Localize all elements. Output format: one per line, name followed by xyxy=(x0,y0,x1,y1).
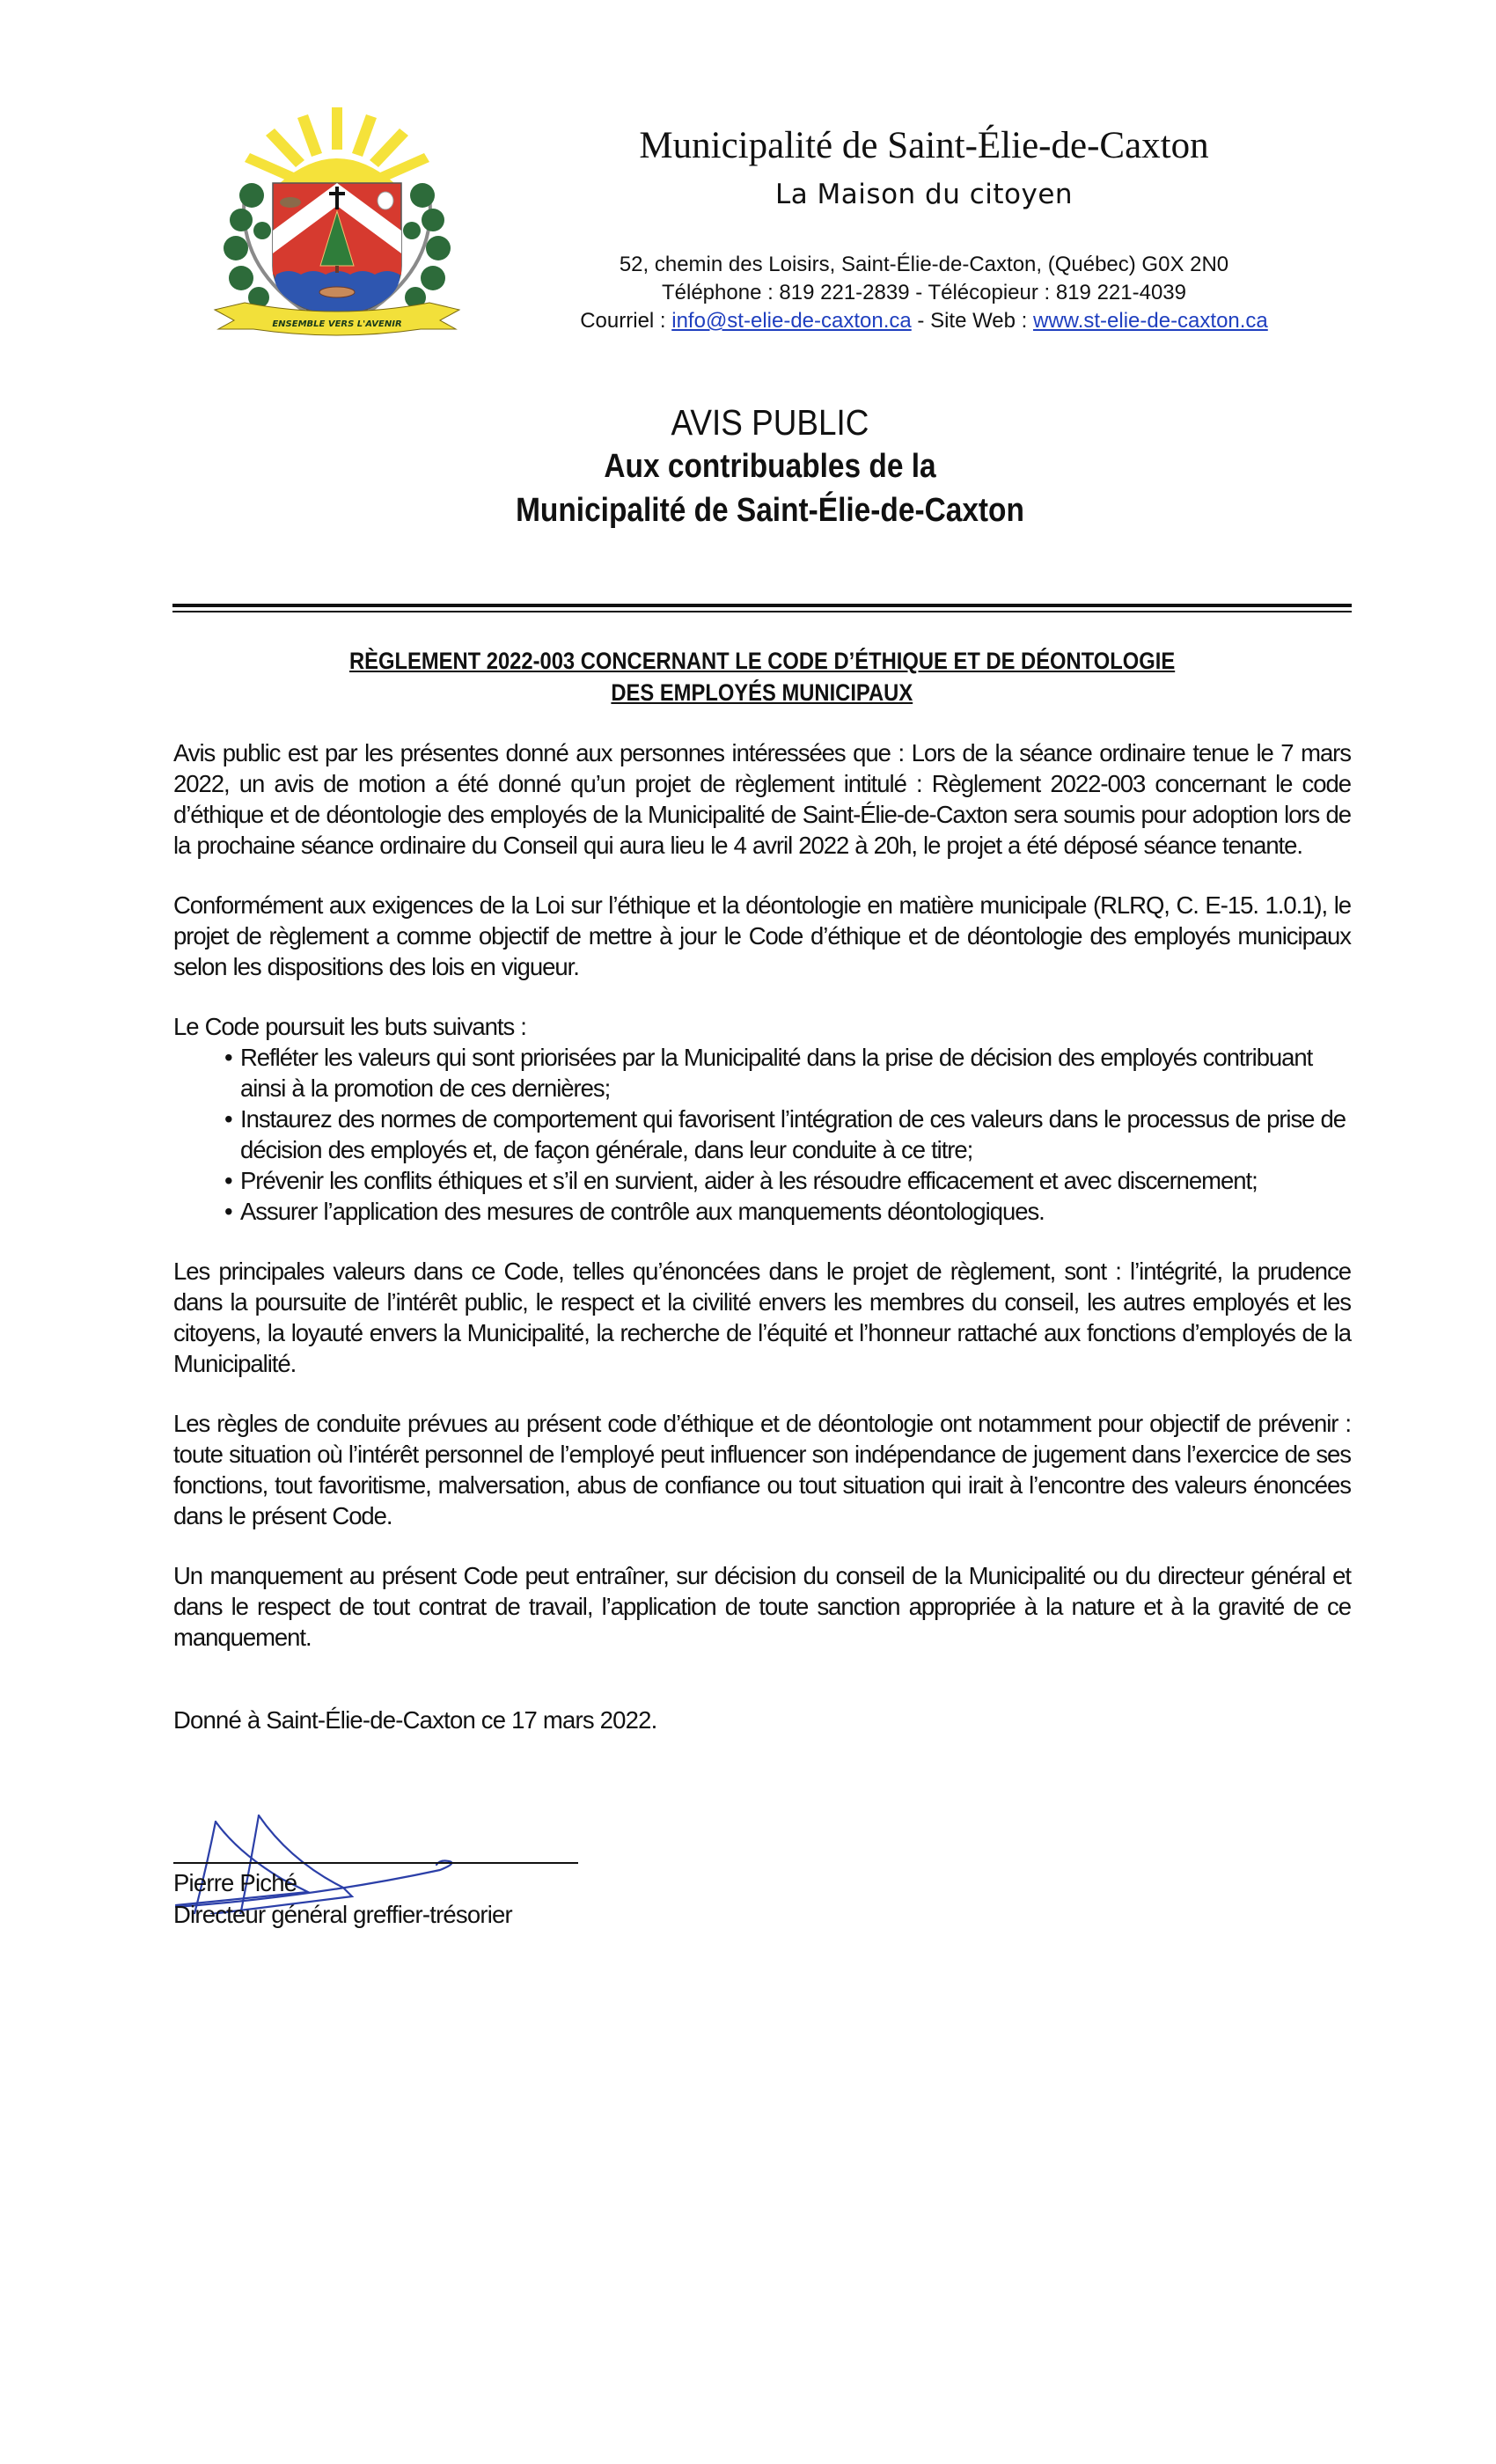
notice-subheading-line1: Aux contribuables de la xyxy=(604,448,936,485)
bullet-icon: • xyxy=(224,1198,232,1225)
goals-list xyxy=(173,1042,1351,1227)
phone-fax: Téléphone : 819 221-2839 - Télécopieur : 819 221-4039 xyxy=(661,281,1186,304)
letterhead xyxy=(528,123,1320,213)
paragraph-motion: Avis public est par les présentes donné aux personnes intéressées que : Lors de la séance ordinaire tenue le 7 mars 2022, un avis de motion a été donné qu’un projet de règlement intitulé : Règlement 2022-003 concernant le code d’éthique et de déontologie des employés de la Municipalité de Saint-Élie-de-Caxton sera soumis pour adoption lors de la prochaine séance ordinaire du Conseil qui aura lieu le 4 avril 2022 à 20h, le projet a été déposé séance tenante. xyxy=(173,739,1351,859)
goals-intro: Le Code poursuit les buts suivants : xyxy=(173,1013,526,1040)
notice-title-block xyxy=(308,400,1232,532)
regulation-title-line1: RÈGLEMENT 2022-003 CONCERNANT LE CODE D’ÉTHIQUE ET DE DÉONTOLOGIE xyxy=(348,648,1176,674)
notice-heading: AVIS PUBLIC xyxy=(671,402,869,443)
goal-item: • Instaurez des normes de comportement qui favorisent l’intégration de ces valeurs dans le processus de prise de décision des employés et, de façon générale, dans leur conduite à ce titre; xyxy=(224,1105,1346,1163)
bullet-icon: • xyxy=(224,1105,232,1133)
goal-item: • Assurer l’application des mesures de contrôle aux manquements déontologiques. xyxy=(224,1198,1045,1225)
email-label: Courriel : xyxy=(580,309,672,333)
given-at-date: Donné à Saint-Élie-de-Caxton ce 17 mars 2022. xyxy=(173,1706,657,1734)
goal-item: • Refléter les valeurs qui sont priorisées par la Municipalité dans la prise de décision des employés contribuant ainsi à la promotion de ces dernières; xyxy=(224,1044,1313,1102)
web-label: - Site Web : xyxy=(911,309,1034,333)
email-web-line xyxy=(528,307,1320,335)
notice-body xyxy=(173,737,1351,1682)
municipal-coat-of-arms-icon xyxy=(209,99,465,345)
bullet-icon: • xyxy=(224,1044,232,1071)
address: 52, chemin des Loisirs, Saint-Élie-de-Caxton, (Québec) G0X 2N0 xyxy=(619,253,1229,276)
svg-text:ENSEMBLE VERS L'AVENIR: ENSEMBLE VERS L'AVENIR xyxy=(272,319,402,329)
divider-thick xyxy=(172,604,1352,607)
divider-thin xyxy=(172,611,1352,612)
regulation-title-line2: DES EMPLOYÉS MUNICIPAUX xyxy=(611,679,913,706)
signer-block xyxy=(173,1867,512,1931)
contact-block xyxy=(528,251,1320,335)
tagline: La Maison du citoyen xyxy=(774,179,1074,210)
goal-item: • Prévenir les conflits éthiques et s’il en survient, aider à les résoudre efficacement et avec discernement; xyxy=(224,1167,1258,1194)
signature-line xyxy=(173,1862,578,1864)
signer-title: Directeur général greffier-trésorier xyxy=(173,1901,512,1928)
notice-subheading-line2: Municipalité de Saint-Élie-de-Caxton xyxy=(516,492,1024,529)
paragraph-values: Les principales valeurs dans ce Code, telles qu’énoncées dans le projet de règlement, sont : l’intégrité, la prudence dans la poursuite de l’intérêt public, le respect et la civilité envers les membres du conseil, les autres employés et les citoyens, la loyauté envers la Municipalité, la recherche de l’équité et l’honneur rattaché aux fonctions d’employés de la Municipalité. xyxy=(173,1258,1351,1377)
website-link[interactable]: www.st-elie-de-caxton.ca xyxy=(1033,309,1268,333)
municipality-name: Municipalité de Saint-Élie-de-Caxton xyxy=(639,125,1209,166)
signer-name: Pierre Piché xyxy=(173,1869,297,1896)
paragraph-conduct-rules: Les règles de conduite prévues au présent code d’éthique et de déontologie ont notamment pour objectif de prévenir : toute situation où l’intérêt personnel de l’employé peut influencer son indépendance de jugement dans l’exercice de ses fonctions, tout favoritisme, malversation, abus de confiance ou tout situation qui irait à l’encontre des valeurs énoncées dans le présent Code. xyxy=(173,1410,1351,1529)
paragraph-law-reference: Conformément aux exigences de la Loi sur l’éthique et la déontologie en matière municipale (RLRQ, C. E-15. 1.0.1), le projet de règlement a comme objectif de mettre à jour le Code d’éthique et de déontologie des employés municipaux selon les dispositions des lois en vigueur. xyxy=(173,891,1351,980)
email-link[interactable]: info@st-elie-de-caxton.ca xyxy=(671,309,912,333)
paragraph-sanctions: Un manquement au présent Code peut entraîner, sur décision du conseil de la Municipalité ou du directeur général et dans le respect de tout contrat de travail, l’application de toute sanction appropriée à la nature et à la gravité de ce manquement. xyxy=(173,1562,1351,1651)
bullet-icon: • xyxy=(224,1167,232,1194)
regulation-title xyxy=(172,645,1352,708)
